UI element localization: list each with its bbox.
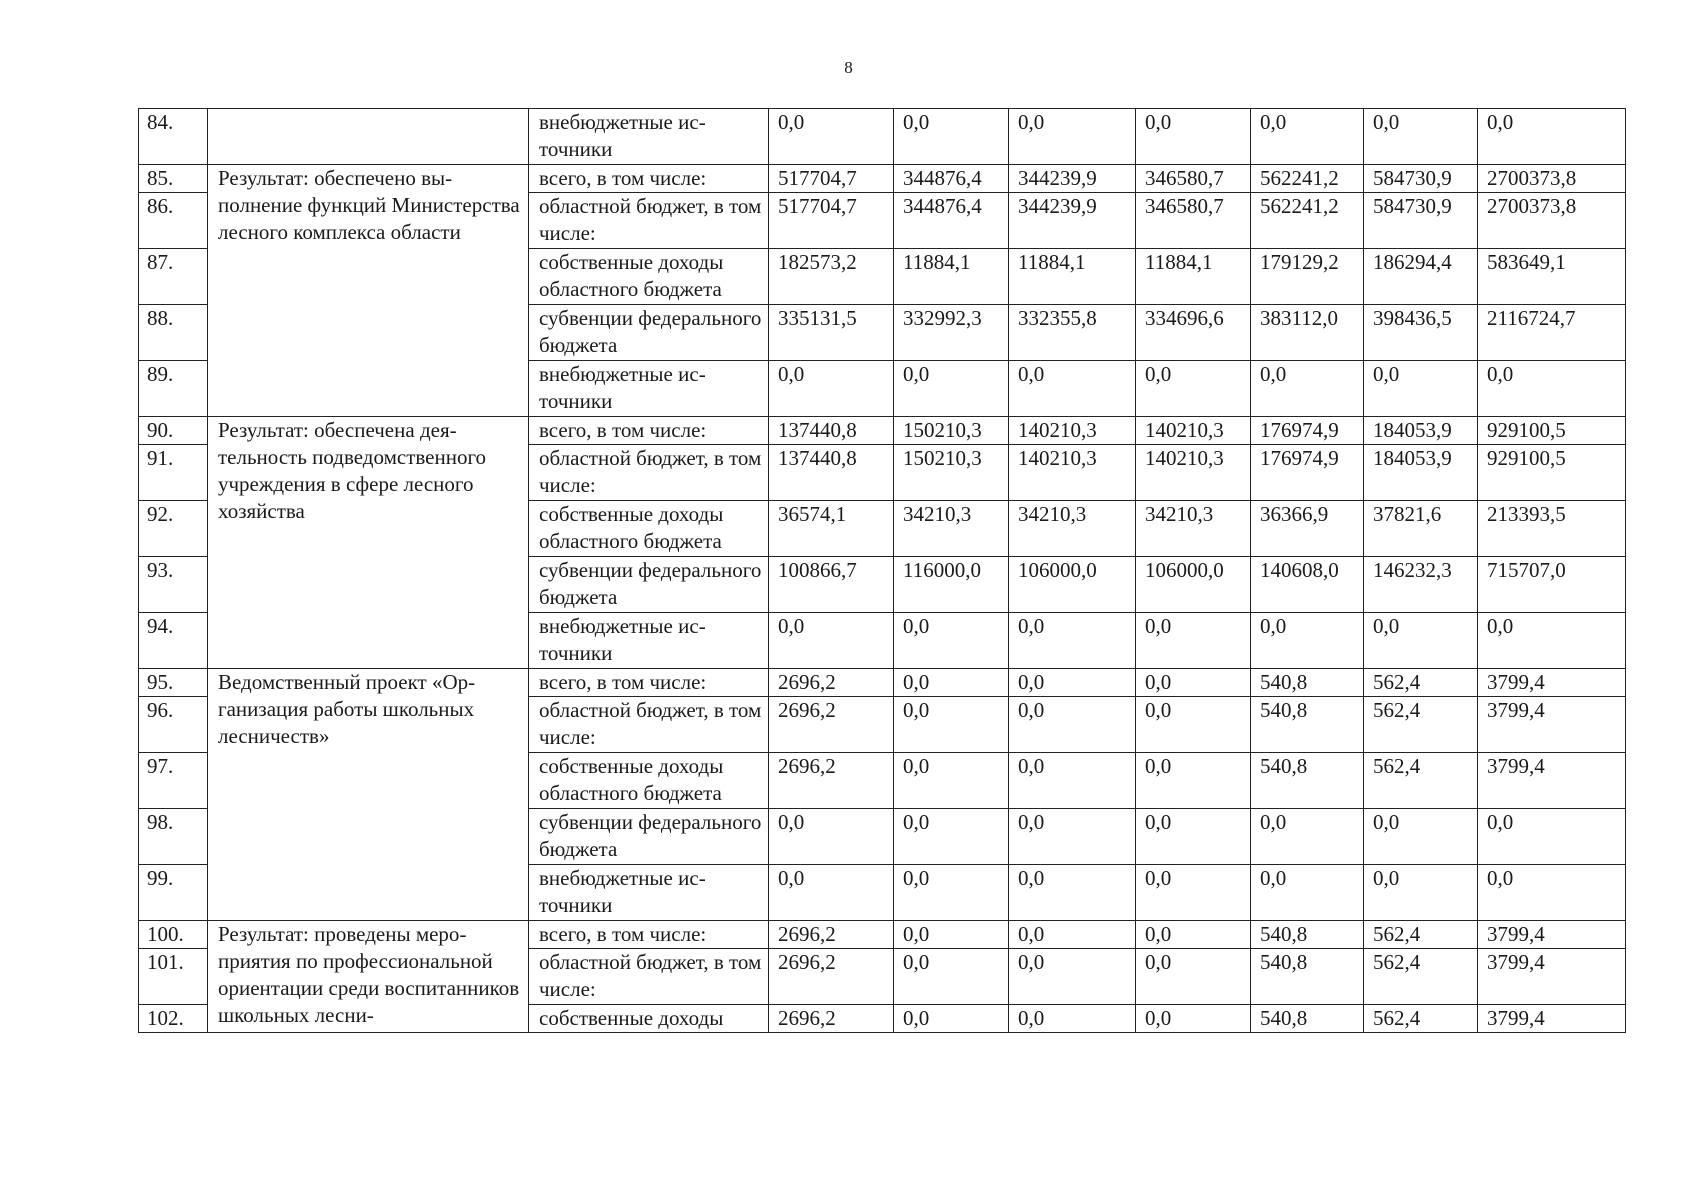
amount-cell: 583649,1 — [1478, 249, 1626, 305]
row-number: 87. — [139, 249, 208, 305]
amount-cell: 3799,4 — [1478, 697, 1626, 753]
table-row — [139, 165, 1626, 193]
amount-cell: 0,0 — [1009, 949, 1136, 1005]
amount-cell: 11884,1 — [1136, 249, 1251, 305]
amount-cell: 0,0 — [1009, 921, 1136, 949]
row-number: 86. — [139, 193, 208, 249]
amount-cell: 0,0 — [1136, 921, 1251, 949]
amount-cell: 140210,3 — [1136, 445, 1251, 501]
amount-cell: 0,0 — [1136, 753, 1251, 809]
amount-cell: 540,8 — [1251, 669, 1364, 697]
amount-cell: 36366,9 — [1251, 501, 1364, 557]
table-body — [139, 109, 1626, 1033]
amount-cell: 34210,3 — [894, 501, 1009, 557]
row-number: 84. — [139, 109, 208, 165]
amount-cell: 34210,3 — [1009, 501, 1136, 557]
amount-cell: 0,0 — [1364, 865, 1478, 921]
funding-source: областной бюджет, в том числе: — [529, 193, 769, 249]
funding-source: субвенции федерального бюджета — [529, 809, 769, 865]
amount-cell: 0,0 — [1136, 697, 1251, 753]
amount-cell: 184053,9 — [1364, 417, 1478, 445]
amount-cell: 562,4 — [1364, 753, 1478, 809]
row-number: 92. — [139, 501, 208, 557]
row-number: 98. — [139, 809, 208, 865]
amount-cell: 0,0 — [894, 921, 1009, 949]
amount-cell: 2700373,8 — [1478, 165, 1626, 193]
amount-cell: 0,0 — [1009, 809, 1136, 865]
funding-source: всего, в том числе: — [529, 165, 769, 193]
amount-cell: 146232,3 — [1364, 557, 1478, 613]
funding-source: всего, в том числе: — [529, 417, 769, 445]
funding-source: собственные доходы областного бюджета — [529, 753, 769, 809]
amount-cell: 0,0 — [1364, 109, 1478, 165]
row-number: 94. — [139, 613, 208, 669]
result-description: Результат: обеспечена деятельность подведомственного учреждения в сфере лесного хозяйства — [208, 417, 529, 669]
amount-cell: 179129,2 — [1251, 249, 1364, 305]
amount-cell: 0,0 — [769, 865, 894, 921]
funding-source: собственные доходы областного бюджета — [529, 249, 769, 305]
amount-cell: 0,0 — [1009, 753, 1136, 809]
amount-cell: 140608,0 — [1251, 557, 1364, 613]
funding-source: областной бюджет, в том числе: — [529, 445, 769, 501]
amount-cell: 2696,2 — [769, 1005, 894, 1033]
result-description: Результат: проведены мероприятия по профессиональной ориентации среди воспитанников школьных лесни- — [208, 921, 529, 1033]
amount-cell: 383112,0 — [1251, 305, 1364, 361]
row-number: 100. — [139, 921, 208, 949]
amount-cell: 0,0 — [1478, 361, 1626, 417]
amount-cell: 344876,4 — [894, 193, 1009, 249]
amount-cell: 562,4 — [1364, 949, 1478, 1005]
amount-cell: 0,0 — [894, 865, 1009, 921]
funding-source: собственные доходы — [529, 1005, 769, 1033]
amount-cell: 0,0 — [1136, 613, 1251, 669]
funding-source: всего, в том числе: — [529, 921, 769, 949]
amount-cell: 137440,8 — [769, 417, 894, 445]
amount-cell: 929100,5 — [1478, 417, 1626, 445]
amount-cell: 0,0 — [1009, 613, 1136, 669]
amount-cell: 540,8 — [1251, 921, 1364, 949]
amount-cell: 334696,6 — [1136, 305, 1251, 361]
amount-cell: 0,0 — [1009, 669, 1136, 697]
amount-cell: 0,0 — [1136, 865, 1251, 921]
row-number: 101. — [139, 949, 208, 1005]
amount-cell: 0,0 — [1009, 697, 1136, 753]
row-number: 90. — [139, 417, 208, 445]
amount-cell: 0,0 — [894, 109, 1009, 165]
amount-cell: 517704,7 — [769, 165, 894, 193]
amount-cell: 0,0 — [1136, 1005, 1251, 1033]
amount-cell: 2696,2 — [769, 753, 894, 809]
amount-cell: 116000,0 — [894, 557, 1009, 613]
row-number: 97. — [139, 753, 208, 809]
row-number: 89. — [139, 361, 208, 417]
amount-cell: 184053,9 — [1364, 445, 1478, 501]
table-row — [139, 921, 1626, 949]
amount-cell: 0,0 — [1136, 669, 1251, 697]
amount-cell: 140210,3 — [1009, 417, 1136, 445]
funding-source: внебюджетные источники — [529, 865, 769, 921]
table-row — [139, 417, 1626, 445]
result-description — [208, 109, 529, 165]
funding-source: собственные доходы областного бюджета — [529, 501, 769, 557]
amount-cell: 176974,9 — [1251, 445, 1364, 501]
amount-cell: 0,0 — [894, 697, 1009, 753]
amount-cell: 0,0 — [1009, 361, 1136, 417]
amount-cell: 0,0 — [894, 1005, 1009, 1033]
amount-cell: 0,0 — [1364, 613, 1478, 669]
amount-cell: 0,0 — [1136, 109, 1251, 165]
amount-cell: 2696,2 — [769, 949, 894, 1005]
amount-cell: 2696,2 — [769, 697, 894, 753]
amount-cell: 0,0 — [1251, 613, 1364, 669]
amount-cell: 0,0 — [1136, 809, 1251, 865]
amount-cell: 562,4 — [1364, 921, 1478, 949]
amount-cell: 0,0 — [894, 669, 1009, 697]
amount-cell: 36574,1 — [769, 501, 894, 557]
amount-cell: 0,0 — [1251, 809, 1364, 865]
amount-cell: 213393,5 — [1478, 501, 1626, 557]
funding-source: областной бюджет, в том числе: — [529, 697, 769, 753]
amount-cell: 106000,0 — [1136, 557, 1251, 613]
amount-cell: 140210,3 — [1136, 417, 1251, 445]
amount-cell: 0,0 — [1364, 809, 1478, 865]
amount-cell: 0,0 — [769, 809, 894, 865]
amount-cell: 562,4 — [1364, 697, 1478, 753]
amount-cell: 34210,3 — [1136, 501, 1251, 557]
row-number: 85. — [139, 165, 208, 193]
funding-source: внебюджетные источники — [529, 361, 769, 417]
amount-cell: 0,0 — [1478, 865, 1626, 921]
row-number: 93. — [139, 557, 208, 613]
amount-cell: 540,8 — [1251, 697, 1364, 753]
amount-cell: 715707,0 — [1478, 557, 1626, 613]
funding-source: субвенции федерального бюджета — [529, 557, 769, 613]
amount-cell: 0,0 — [1136, 361, 1251, 417]
amount-cell: 540,8 — [1251, 949, 1364, 1005]
amount-cell: 346580,7 — [1136, 193, 1251, 249]
amount-cell: 140210,3 — [1009, 445, 1136, 501]
amount-cell: 540,8 — [1251, 753, 1364, 809]
row-number: 96. — [139, 697, 208, 753]
amount-cell: 2696,2 — [769, 921, 894, 949]
amount-cell: 3799,4 — [1478, 1005, 1626, 1033]
amount-cell: 3799,4 — [1478, 753, 1626, 809]
amount-cell: 3799,4 — [1478, 949, 1626, 1005]
amount-cell: 0,0 — [1251, 361, 1364, 417]
amount-cell: 176974,9 — [1251, 417, 1364, 445]
amount-cell: 517704,7 — [769, 193, 894, 249]
result-description: Результат: обеспечено выполнение функций Министерства лесного комплекса области — [208, 165, 529, 417]
amount-cell: 106000,0 — [1009, 557, 1136, 613]
amount-cell: 100866,7 — [769, 557, 894, 613]
amount-cell: 3799,4 — [1478, 669, 1626, 697]
funding-source: внебюджетные источники — [529, 613, 769, 669]
funding-source: внебюджетные источники — [529, 109, 769, 165]
amount-cell: 0,0 — [1251, 865, 1364, 921]
amount-cell: 0,0 — [769, 109, 894, 165]
amount-cell: 562241,2 — [1251, 193, 1364, 249]
amount-cell: 0,0 — [894, 613, 1009, 669]
row-number: 95. — [139, 669, 208, 697]
amount-cell: 0,0 — [894, 753, 1009, 809]
amount-cell: 0,0 — [894, 949, 1009, 1005]
amount-cell: 2696,2 — [769, 669, 894, 697]
amount-cell: 562241,2 — [1251, 165, 1364, 193]
amount-cell: 2116724,7 — [1478, 305, 1626, 361]
row-number: 91. — [139, 445, 208, 501]
amount-cell: 0,0 — [1251, 109, 1364, 165]
amount-cell: 11884,1 — [1009, 249, 1136, 305]
amount-cell: 182573,2 — [769, 249, 894, 305]
amount-cell: 11884,1 — [894, 249, 1009, 305]
amount-cell: 929100,5 — [1478, 445, 1626, 501]
amount-cell: 346580,7 — [1136, 165, 1251, 193]
row-number: 102. — [139, 1005, 208, 1033]
table-row — [139, 109, 1626, 165]
budget-table — [138, 108, 1626, 1033]
amount-cell: 398436,5 — [1364, 305, 1478, 361]
amount-cell: 0,0 — [1009, 109, 1136, 165]
amount-cell: 562,4 — [1364, 669, 1478, 697]
amount-cell: 0,0 — [1478, 809, 1626, 865]
funding-source: областной бюджет, в том числе: — [529, 949, 769, 1005]
table-row — [139, 669, 1626, 697]
amount-cell: 332355,8 — [1009, 305, 1136, 361]
row-number: 88. — [139, 305, 208, 361]
amount-cell: 0,0 — [1009, 865, 1136, 921]
amount-cell: 3799,4 — [1478, 921, 1626, 949]
amount-cell: 150210,3 — [894, 445, 1009, 501]
amount-cell: 186294,4 — [1364, 249, 1478, 305]
funding-source: всего, в том числе: — [529, 669, 769, 697]
amount-cell: 0,0 — [1009, 1005, 1136, 1033]
amount-cell: 344239,9 — [1009, 193, 1136, 249]
amount-cell: 335131,5 — [769, 305, 894, 361]
row-number: 99. — [139, 865, 208, 921]
funding-source: субвенции федерального бюджета — [529, 305, 769, 361]
amount-cell: 2700373,8 — [1478, 193, 1626, 249]
amount-cell: 584730,9 — [1364, 193, 1478, 249]
amount-cell: 0,0 — [769, 613, 894, 669]
amount-cell: 562,4 — [1364, 1005, 1478, 1033]
page-number: 8 — [844, 58, 853, 77]
amount-cell: 0,0 — [894, 809, 1009, 865]
amount-cell: 0,0 — [1364, 361, 1478, 417]
amount-cell: 0,0 — [769, 361, 894, 417]
amount-cell: 344239,9 — [1009, 165, 1136, 193]
amount-cell: 137440,8 — [769, 445, 894, 501]
amount-cell: 0,0 — [894, 361, 1009, 417]
amount-cell: 332992,3 — [894, 305, 1009, 361]
amount-cell: 0,0 — [1478, 613, 1626, 669]
amount-cell: 584730,9 — [1364, 165, 1478, 193]
amount-cell: 344876,4 — [894, 165, 1009, 193]
amount-cell: 540,8 — [1251, 1005, 1364, 1033]
amount-cell: 0,0 — [1478, 109, 1626, 165]
amount-cell: 0,0 — [1136, 949, 1251, 1005]
result-description: Ведомственный проект «Организация работы школьных лесничеств» — [208, 669, 529, 921]
amount-cell: 37821,6 — [1364, 501, 1478, 557]
amount-cell: 150210,3 — [894, 417, 1009, 445]
